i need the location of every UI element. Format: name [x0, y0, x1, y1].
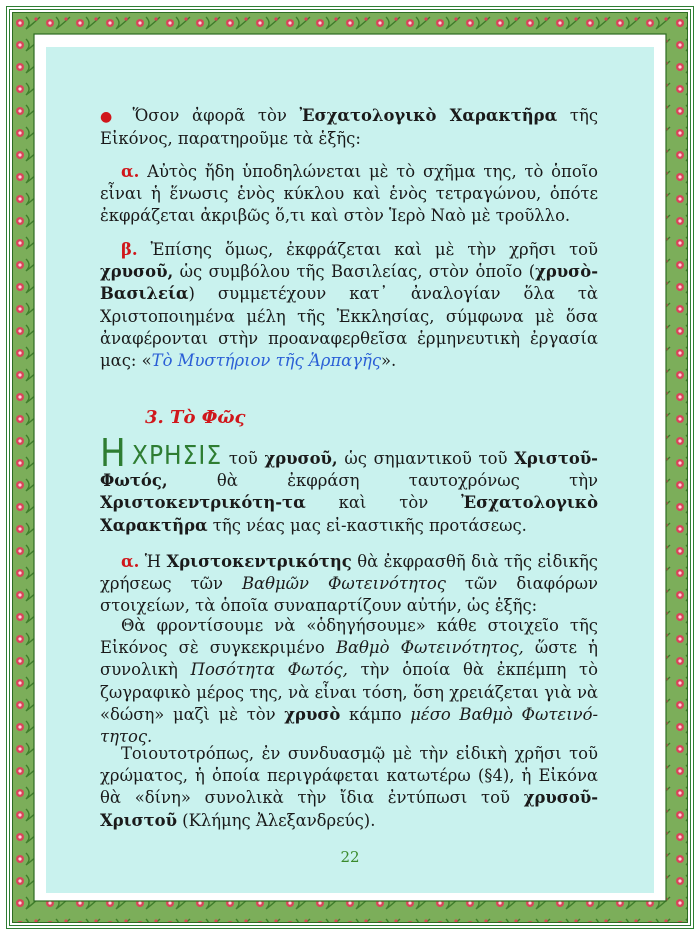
page-number: 22 [340, 848, 360, 866]
paragraph-beta-gold: β. Ἐπίσης ὅμως, ἐκφράζεται καὶ μὲ τὴν χρῆσι τοῦ χρυσοῦ, ὡς συμβόλου τῆς Βασιλείας, στὸν ὁποῖο (χρυσὸ- Βασιλεία) συμμετέχουν κατ᾿ ἀναλογίαν ὅλα τὰ Χριστοποιημένα μέλη τῆς Ἐκκλησίας, σύμφωνα μὲ ὅσα ἀναφέρονται στὴν προαναφερθεῖσα ἑρμηνευτικὴ ἐργασία μας: «Τὸ Μυστήριον τῆς Ἁρπαγῆς». [100, 240, 598, 371]
paragraph-luminosity: Θὰ φροντίσουμε νὰ «ὁδηγήσουμε» κάθε στοιχεῖο τῆς Εἰκόνος σὲ συγκεκριμένο Βαθμὸ Φωτεινότητος, ὥστε ἡ συνολικὴ Ποσότητα Φωτός, τὴν ὁποία θὰ ἐκπέμπη τὸ ζωγραφικὸ μέρος της, νὰ εἶναι τόση, ὅση χρειάζεται γιὰ νὰ «δώση» μαζὶ μὲ τὸν χρυσὸ κάμπο μέσο Βαθμὸ Φωτεινό-τητος. [100, 616, 599, 747]
drop-cap: Η ΧΡΗΣΙΣ [100, 431, 223, 475]
paragraph-light-intro: Η ΧΡΗΣΙΣ τοῦ χρυσοῦ, ὡς σημαντικοῦ τοῦ Χριστοῦ-Φωτός, θὰ ἐκφράση ταυτοχρόνως τὴν Χριστοκεντρικότη-τα καὶ τὸν Ἐσχατολογικὸ Χαρακτῆρα τῆς νέας μας εἰ-καστικῆς προτάσεως. [100, 431, 598, 535]
book-title-link[interactable]: Τὸ Μυστήριον τῆς Ἁρπαγῆς [151, 351, 381, 371]
paragraph-alpha-shape: α. Αὐτὸς ἤδη ὑποδηλώνεται μὲ τὸ σχῆμα της, τὸ ὁποῖο εἶναι ἡ ἕνωσις ἑνὸς κύκλου καὶ ἑνὸς τετραγώνου, ὁπότε ἐκφράζεται ἀκριβῶς ὅ,τι καὶ στὸν Ἱερὸ Ναὸ μὲ τροῦλλο. [100, 162, 598, 226]
paragraph-eschatological: ● Ὅσον ἀφορᾶ τὸν Ἐσχατολογικὸ Χαρακτῆρα τῆς Εἰκόνος, παρατηροῦμε τὰ ἑξῆς: [100, 106, 599, 149]
paragraph-conclusion: Τοιουτοτρόπως, ἐν συνδυασμῷ μὲ τὴν εἰδικὴ χρῆσι τοῦ χρώματος, ἡ ὁποία περιγράφεται κατωτέρω (§4), ἡ Εἰκόνα θὰ «δίνη» συνολικὰ τὴν ἴδια ἐντύπωσι τοῦ χρυσοῦ-Χριστοῦ (Κλήμης Ἀλεξανδρεύς). [100, 744, 598, 830]
bullet-icon: ● [100, 109, 120, 125]
section-heading: 3. Τὸ Φῶς [145, 407, 246, 428]
paragraph-alpha-christocentric: α. Ἡ Χριστοκεντρικότης θὰ ἐκφρασθῆ διὰ τῆς εἰδικῆς χρήσεως τῶν Βαθμῶν Φωτεινότητος τῶν διαφόρων στοιχείων, τὰ ὁποῖα συναπαρτίζουν αὐτήν, ὡς ἑξῆς: [100, 552, 598, 616]
